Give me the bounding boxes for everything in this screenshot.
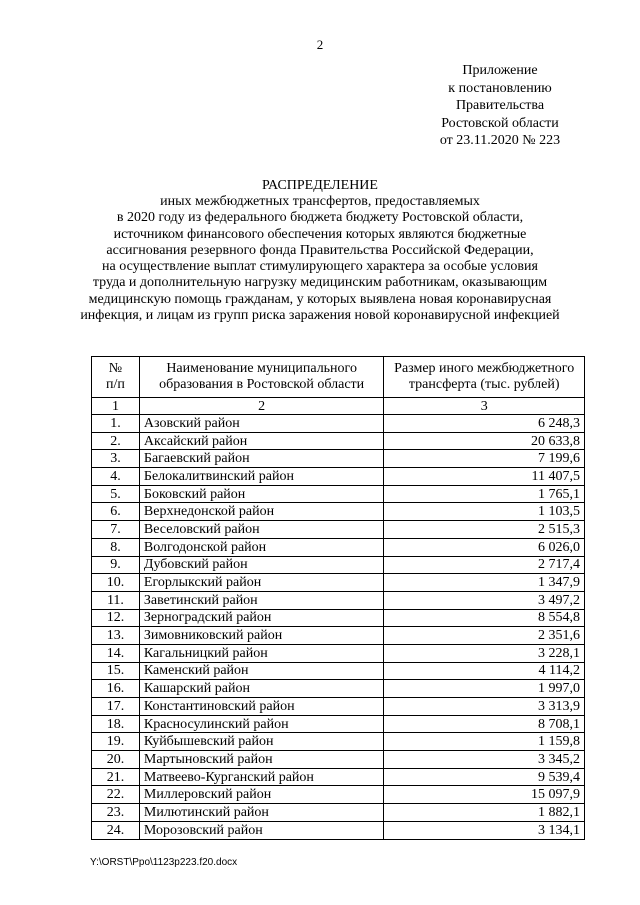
district-name: Волгодонской район bbox=[139, 538, 383, 556]
column-number-row bbox=[92, 398, 585, 415]
row-number: 5. bbox=[92, 485, 140, 503]
row-number: 19. bbox=[92, 733, 140, 751]
row-number: 24. bbox=[92, 821, 140, 839]
district-name: Кагальницкий район bbox=[139, 644, 383, 662]
transfer-amount: 1 347,9 bbox=[384, 574, 585, 592]
table-row bbox=[92, 768, 585, 786]
district-name: Багаевский район bbox=[139, 450, 383, 468]
document-title: РАСПРЕДЕЛЕНИЕ bbox=[262, 178, 378, 193]
district-name: Морозовский район bbox=[139, 821, 383, 839]
document-heading bbox=[60, 178, 580, 324]
row-number: 20. bbox=[92, 751, 140, 769]
transfer-amount: 6 248,3 bbox=[384, 415, 585, 433]
row-number: 1. bbox=[92, 415, 140, 433]
table-row bbox=[92, 574, 585, 592]
row-number: 6. bbox=[92, 503, 140, 521]
header-num bbox=[92, 357, 140, 398]
appendix-line: от 23.11.2020 № 223 bbox=[439, 133, 561, 148]
row-number: 12. bbox=[92, 609, 140, 627]
table-row bbox=[92, 804, 585, 822]
appendix-line: Правительства bbox=[455, 98, 545, 113]
transfer-amount: 3 313,9 bbox=[384, 698, 585, 716]
transfer-amount: 11 407,5 bbox=[384, 468, 585, 486]
row-number: 4. bbox=[92, 468, 140, 486]
district-name: Зерноградский район bbox=[139, 609, 383, 627]
appendix-block bbox=[420, 62, 580, 150]
district-name: Куйбышевский район bbox=[139, 733, 383, 751]
row-number: 10. bbox=[92, 574, 140, 592]
header-name bbox=[139, 357, 383, 398]
district-name: Аксайский район bbox=[139, 432, 383, 450]
transfer-amount: 1 103,5 bbox=[384, 503, 585, 521]
transfer-amount: 3 497,2 bbox=[384, 591, 585, 609]
district-name: Кашарский район bbox=[139, 680, 383, 698]
row-number: 11. bbox=[92, 591, 140, 609]
table-body bbox=[92, 415, 585, 840]
district-name: Верхнедонской район bbox=[139, 503, 383, 521]
subtitle-line: инфекция, и лицам из групп риска заражения новой коронавирусной инфекцией bbox=[80, 308, 560, 324]
header-name-line: Наименование муниципального bbox=[166, 361, 357, 376]
transfer-amount: 7 199,6 bbox=[384, 450, 585, 468]
transfer-amount: 6 026,0 bbox=[384, 538, 585, 556]
transfer-amount: 2 717,4 bbox=[384, 556, 585, 574]
district-name: Азовский район bbox=[139, 415, 383, 433]
row-number: 14. bbox=[92, 644, 140, 662]
row-number: 23. bbox=[92, 804, 140, 822]
column-number: 1 bbox=[92, 398, 140, 415]
district-name: Егорлыкский район bbox=[139, 574, 383, 592]
table-row bbox=[92, 556, 585, 574]
transfer-amount: 8 554,8 bbox=[384, 609, 585, 627]
table-row bbox=[92, 751, 585, 769]
subtitle-line: иных межбюджетных трансфертов, предоставляемых bbox=[160, 194, 480, 209]
table-row bbox=[92, 821, 585, 839]
row-number: 18. bbox=[92, 715, 140, 733]
table-row bbox=[92, 432, 585, 450]
table-row bbox=[92, 733, 585, 751]
row-number: 21. bbox=[92, 768, 140, 786]
district-name: Мартыновский район bbox=[139, 751, 383, 769]
district-name: Милютинский район bbox=[139, 804, 383, 822]
table-row bbox=[92, 644, 585, 662]
column-number: 2 bbox=[139, 398, 383, 415]
table-row bbox=[92, 450, 585, 468]
footer-file-path: Y:\ORST\Ppo\1123p223.f20.docx bbox=[90, 857, 238, 868]
appendix-line: Ростовской области bbox=[441, 115, 559, 131]
transfer-amount: 8 708,1 bbox=[384, 715, 585, 733]
table-row bbox=[92, 485, 585, 503]
transfer-amount: 3 345,2 bbox=[384, 751, 585, 769]
header-amount-line: Размер иного межбюджетного bbox=[394, 361, 575, 376]
table-row bbox=[92, 415, 585, 433]
subtitle-line: в 2020 году из федерального бюджета бюджету Ростовской области, bbox=[116, 210, 524, 226]
header-num-line: п/п bbox=[106, 377, 125, 392]
transfer-amount: 2 351,6 bbox=[384, 627, 585, 645]
district-name: Матвеево-Курганский район bbox=[139, 768, 383, 786]
row-number: 3. bbox=[92, 450, 140, 468]
district-name: Боковский район bbox=[139, 485, 383, 503]
table-row bbox=[92, 715, 585, 733]
transfer-amount: 4 114,2 bbox=[384, 662, 585, 680]
header-name-line: образования в Ростовской области bbox=[159, 377, 365, 392]
table-row bbox=[92, 786, 585, 804]
row-number: 9. bbox=[92, 556, 140, 574]
table-row bbox=[92, 609, 585, 627]
table-row bbox=[92, 538, 585, 556]
table-header-row bbox=[92, 357, 585, 398]
header-amount bbox=[384, 357, 585, 398]
transfer-amount: 1 882,1 bbox=[384, 804, 585, 822]
district-name: Каменский район bbox=[139, 662, 383, 680]
subtitle-line: на осуществление выплат стимулирующего характера за особые условия bbox=[102, 259, 538, 275]
table-row bbox=[92, 698, 585, 716]
district-name: Белокалитвинский район bbox=[139, 468, 383, 486]
column-number: 3 bbox=[384, 398, 585, 415]
subtitle-line: источником финансового обеспечения которых являются бюджетные bbox=[113, 226, 527, 242]
table-row bbox=[92, 680, 585, 698]
district-name: Веселовский район bbox=[139, 521, 383, 539]
subtitle-line: медицинскую помощь гражданам, у которых выявлена новая коронавирусная bbox=[88, 291, 552, 307]
transfer-amount: 3 134,1 bbox=[384, 821, 585, 839]
header-num-line: № bbox=[108, 361, 123, 376]
transfer-amount: 20 633,8 bbox=[384, 432, 585, 450]
distribution-table bbox=[91, 356, 585, 840]
transfer-amount: 2 515,3 bbox=[384, 521, 585, 539]
subtitle-line: труда и дополнительную нагрузку медицинским работникам, оказывающим bbox=[92, 275, 548, 291]
table-row bbox=[92, 662, 585, 680]
subtitle-line: ассигнования резервного фонда Правительства Российской Федерации, bbox=[106, 242, 534, 258]
row-number: 13. bbox=[92, 627, 140, 645]
district-name: Зимовниковский район bbox=[139, 627, 383, 645]
appendix-line: к постановлению bbox=[448, 80, 552, 96]
row-number: 2. bbox=[92, 432, 140, 450]
transfer-amount: 1 997,0 bbox=[384, 680, 585, 698]
row-number: 16. bbox=[92, 680, 140, 698]
transfer-amount: 3 228,1 bbox=[384, 644, 585, 662]
appendix-line: Приложение bbox=[462, 63, 538, 78]
row-number: 17. bbox=[92, 698, 140, 716]
table-row bbox=[92, 591, 585, 609]
row-number: 8. bbox=[92, 538, 140, 556]
transfer-amount: 15 097,9 bbox=[384, 786, 585, 804]
district-name: Дубовский район bbox=[139, 556, 383, 574]
row-number: 7. bbox=[92, 521, 140, 539]
row-number: 15. bbox=[92, 662, 140, 680]
header-amount-line: трансферта (тыс. рублей) bbox=[408, 377, 560, 392]
table-row bbox=[92, 503, 585, 521]
table-row bbox=[92, 521, 585, 539]
row-number: 22. bbox=[92, 786, 140, 804]
district-name: Красносулинский район bbox=[139, 715, 383, 733]
page-number: 2 bbox=[316, 37, 324, 52]
table-row bbox=[92, 468, 585, 486]
district-name: Константиновский район bbox=[139, 698, 383, 716]
transfer-amount: 1 159,8 bbox=[384, 733, 585, 751]
table-row bbox=[92, 627, 585, 645]
transfer-amount: 9 539,4 bbox=[384, 768, 585, 786]
district-name: Заветинский район bbox=[139, 591, 383, 609]
document-subtitle bbox=[60, 194, 580, 324]
transfer-amount: 1 765,1 bbox=[384, 485, 585, 503]
district-name: Миллеровский район bbox=[139, 786, 383, 804]
